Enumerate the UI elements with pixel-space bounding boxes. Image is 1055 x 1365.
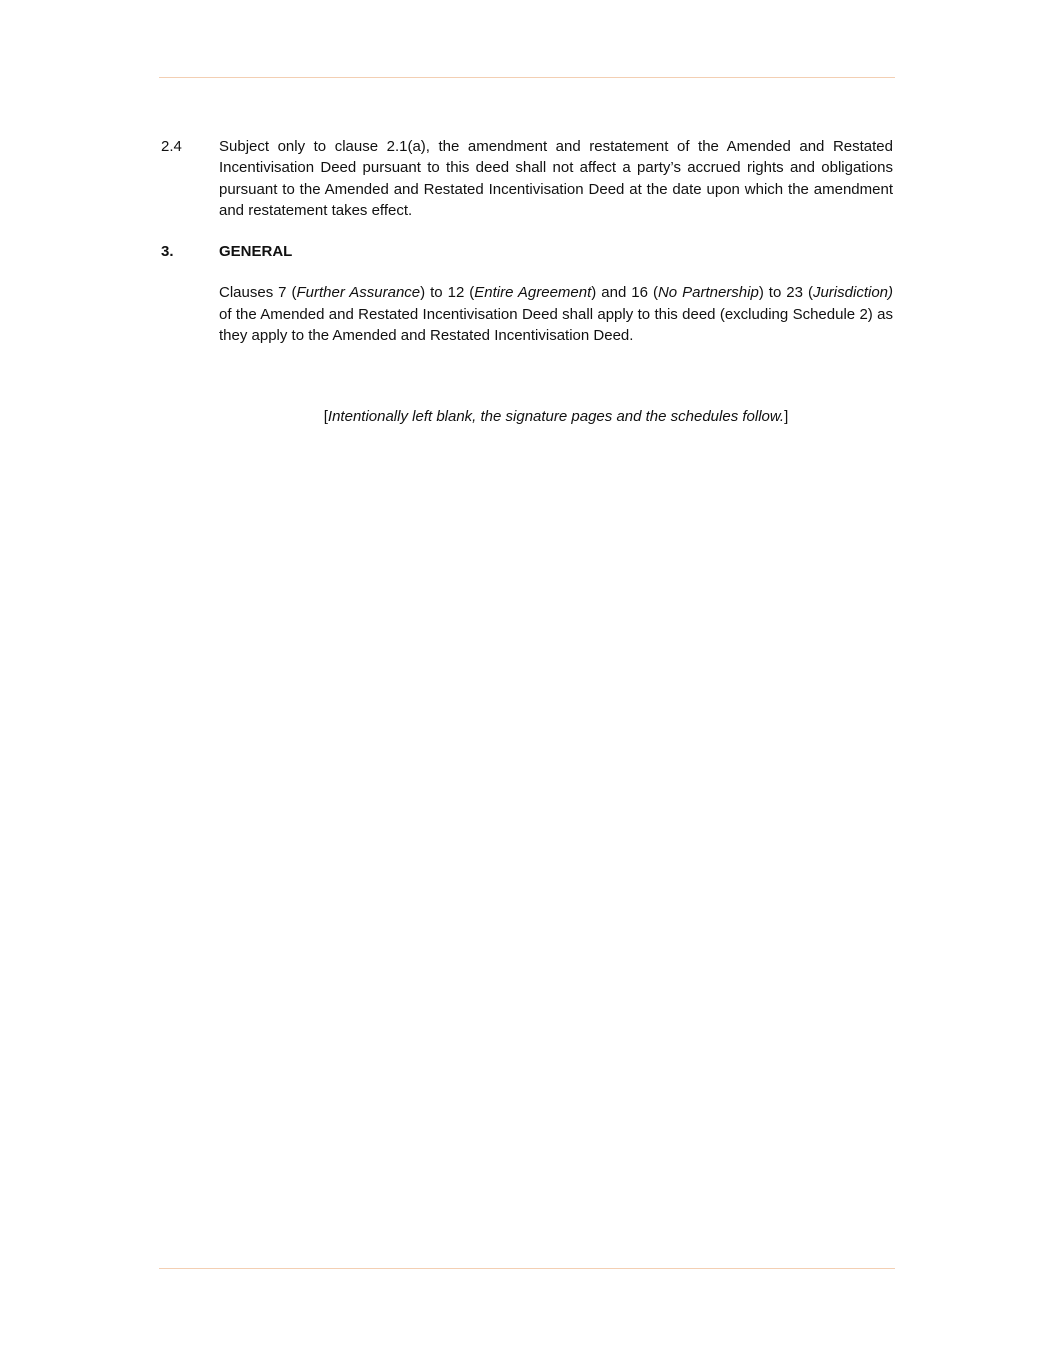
paragraph-text: Clauses 7 ( — [219, 284, 297, 302]
clause-text: Subject only to clause 2.1(a), the amendment and restatement of the Amended and Restated Incentivisation Deed pursuant to this deed shall not affect a party’s accrued rights and obligations pursuant to the Amended and Restated Incentivisation Deed at the date upon which the amendment and restatement takes effect. — [219, 138, 893, 219]
closing-note — [161, 406, 893, 427]
paragraph-text: ) and 16 ( — [591, 284, 658, 302]
header-rule — [159, 77, 895, 78]
paragraph-text: of the Amended and Restated Incentivisation Deed shall apply to this deed (excluding Schedule 2) as they apply to the Amended and Restated Incentivisation Deed. — [219, 305, 893, 345]
section-heading-general — [161, 241, 893, 262]
clause-reference: Jurisdiction) — [812, 284, 893, 302]
clause-2-4 — [161, 136, 893, 221]
bracket: ] — [784, 408, 789, 426]
footer-rule — [159, 1268, 895, 1269]
paragraph-text: ) to 12 ( — [420, 284, 475, 302]
closing-note-text: Intentionally left blank, the signature pages and the schedules follow. — [327, 408, 785, 426]
paragraph-text: ) to 23 ( — [758, 284, 813, 302]
clause-number: 2.4 — [161, 138, 182, 155]
clause-reference: Further Assurance — [296, 284, 421, 302]
document-body — [161, 136, 893, 428]
section-number: 3. — [161, 243, 174, 261]
general-paragraph — [219, 282, 893, 346]
section-title: GENERAL — [219, 243, 293, 261]
bracket: [ — [323, 408, 328, 426]
clause-reference: Entire Agreement — [474, 284, 592, 302]
clause-reference: No Partnership — [657, 284, 759, 302]
